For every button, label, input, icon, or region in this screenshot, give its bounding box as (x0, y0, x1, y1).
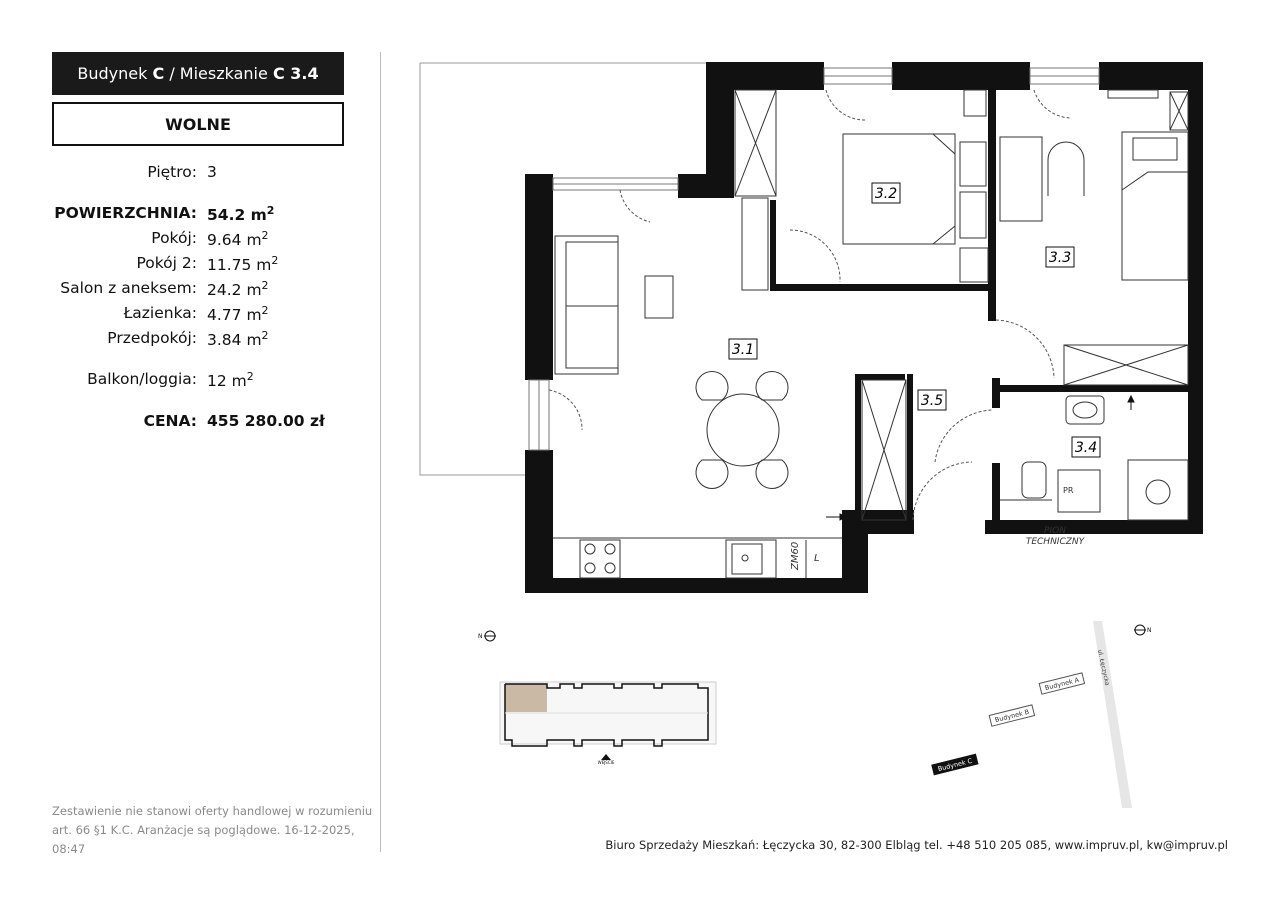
wardrobes (735, 90, 1188, 520)
room-label-3-2: 3.2 (874, 186, 898, 202)
compass-n: N (1147, 627, 1152, 634)
price-label: CENA: (143, 412, 197, 430)
apartment-id: C 3.4 (272, 64, 319, 83)
price-value: 455 280.00 zł (207, 412, 325, 430)
room-label-3-4: 3.4 (1074, 440, 1098, 456)
room-label-3-5: 3.5 (920, 393, 944, 409)
sup-2: 2 (261, 304, 269, 317)
floor-value: 3 (207, 163, 217, 181)
balcony-label: Balkon/loggia: (87, 370, 197, 388)
sup-2: 2 (261, 329, 269, 342)
room-label: Salon z aneksem: (60, 279, 197, 297)
bed-double (843, 90, 988, 282)
sup-2: 2 (261, 229, 269, 242)
bedroom-3-3-furniture (1000, 90, 1188, 280)
building-label: Budynek (77, 64, 148, 83)
contact-info: Biuro Sprzedaży Mieszkań: Łęczycka 30, 82-300 Elbląg tel. +48 510 205 085, www.impruv.pl, kw@impruv.pl (605, 838, 1228, 852)
apartment-highlight (505, 684, 547, 712)
entrance-label: WEJŚCIE (597, 760, 615, 765)
room-label-3-3: 3.3 (1048, 250, 1072, 266)
building-key-plan (500, 682, 716, 765)
room-label-3-1: 3.1 (731, 342, 755, 358)
building-a-label: Budynek A (1044, 675, 1080, 693)
compass-n: N (478, 633, 483, 640)
status-badge: WOLNE (52, 102, 344, 146)
interior-walls (770, 86, 1188, 534)
pion-text: TECHNICZNY (1025, 537, 1085, 547)
pion-text: PION (1044, 526, 1066, 536)
zm-text: ZM60 (790, 541, 801, 570)
windows (529, 68, 1099, 450)
sup-2: 2 (266, 204, 275, 217)
room-value: 9.64 m (207, 231, 262, 250)
floor-label: Piętro: (147, 163, 197, 181)
total-area-value: 54.2 m (207, 206, 267, 225)
room-label: Pokój 2: (136, 254, 197, 272)
balcony-outline (420, 63, 525, 475)
room-labels (729, 183, 1100, 457)
total-area-label: POWIERZCHNIA: (54, 204, 197, 222)
balcony-value: 12 m (207, 372, 247, 391)
compass-icon (478, 631, 496, 641)
pr-text: PR (1063, 486, 1074, 495)
sup-2: 2 (271, 254, 279, 267)
l-text: L (814, 553, 820, 564)
compass-icon (1134, 625, 1152, 635)
room-label: Łazienka: (123, 304, 197, 322)
site-map (931, 621, 1132, 808)
sup-2: 2 (261, 279, 269, 292)
sup-2: 2 (246, 370, 254, 383)
building-b-label: Budynek B (994, 707, 1030, 725)
room-label: Przedpokój: (107, 329, 197, 347)
street-label: ul. Łęczycka (1096, 648, 1111, 687)
bathroom (1000, 396, 1188, 520)
room-value: 3.84 m (207, 331, 262, 350)
room-value: 11.75 m (207, 256, 272, 275)
building-id: C (152, 64, 165, 83)
header-separator: / (164, 64, 180, 83)
arrow-icon (826, 396, 1134, 520)
room-value: 24.2 m (207, 281, 262, 300)
apartment-label: Mieszkanie (179, 64, 268, 83)
building-c-label: Budynek C (937, 756, 973, 774)
room-value: 4.77 m (207, 306, 262, 325)
living-furniture (555, 236, 788, 488)
disclaimer: Zestawienie nie stanowi oferty handlowej w rozumieniu art. 66 §1 K.C. Aranżacje są poglądowe. 16-12-2025, 08:47 (52, 804, 373, 856)
room-label: Pokój: (151, 229, 197, 247)
